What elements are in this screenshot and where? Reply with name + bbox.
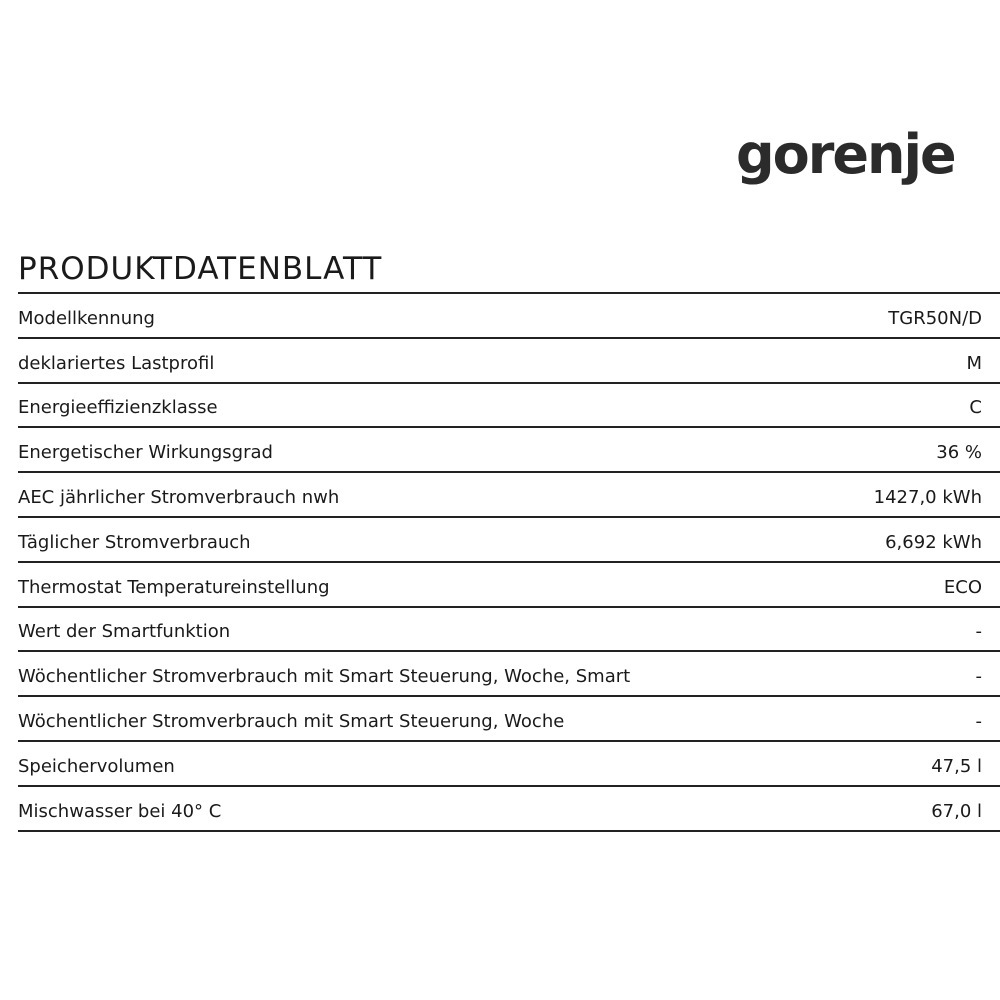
row-label: Energetischer Wirkungsgrad	[18, 442, 273, 464]
table-row-energy-efficiency	[18, 428, 1000, 473]
row-label: Wöchentlicher Stromverbrauch mit Smart Steuerung, Woche	[18, 710, 565, 732]
row-value: -	[975, 666, 982, 688]
row-label: Wöchentlicher Stromverbrauch mit Smart Steuerung, Woche, Smart	[18, 666, 631, 688]
table-row-weekly	[18, 697, 1000, 742]
row-value: -	[975, 621, 982, 643]
table-row-annual-consumption	[18, 473, 1000, 518]
row-label: Täglicher Stromverbrauch	[18, 531, 251, 553]
row-label: deklariertes Lastprofil	[18, 352, 215, 374]
table-row-weekly-smart	[18, 652, 1000, 697]
row-value: 6,692 kWh	[885, 531, 982, 553]
table-row-smart-function	[18, 608, 1000, 653]
page-title: PRODUKTDATENBLATT	[18, 251, 383, 287]
row-label: Thermostat Temperatureinstellung	[18, 576, 330, 598]
row-value: M	[966, 352, 982, 374]
row-label: Speichervolumen	[18, 755, 175, 777]
gorenje-logo: gorenje	[736, 123, 955, 186]
row-value: 36 %	[936, 442, 982, 464]
row-value: TGR50N/D	[888, 307, 982, 329]
row-label: Mischwasser bei 40° C	[18, 800, 222, 822]
row-label: Modellkennung	[18, 307, 155, 329]
row-label: AEC jährlicher Stromverbrauch nwh	[18, 486, 340, 508]
row-label: Energieeffizienzklasse	[18, 397, 218, 419]
product-data-table	[18, 292, 1000, 832]
table-row-storage-volume	[18, 742, 1000, 787]
row-value: ECO	[943, 576, 982, 598]
row-value: -	[975, 710, 982, 732]
row-value: 1427,0 kWh	[873, 486, 982, 508]
row-value: 67,0 l	[931, 800, 982, 822]
row-value: 47,5 l	[931, 755, 982, 777]
table-row-thermostat-setting	[18, 563, 1000, 608]
table-row-efficiency-class	[18, 384, 1000, 429]
table-row-daily-consumption	[18, 518, 1000, 563]
table-row-model-id	[18, 294, 1000, 339]
row-label: Wert der Smartfunktion	[18, 621, 231, 643]
row-value: C	[969, 397, 982, 419]
table-row-mixed-water	[18, 787, 1000, 832]
table-row-load-profile	[18, 339, 1000, 384]
